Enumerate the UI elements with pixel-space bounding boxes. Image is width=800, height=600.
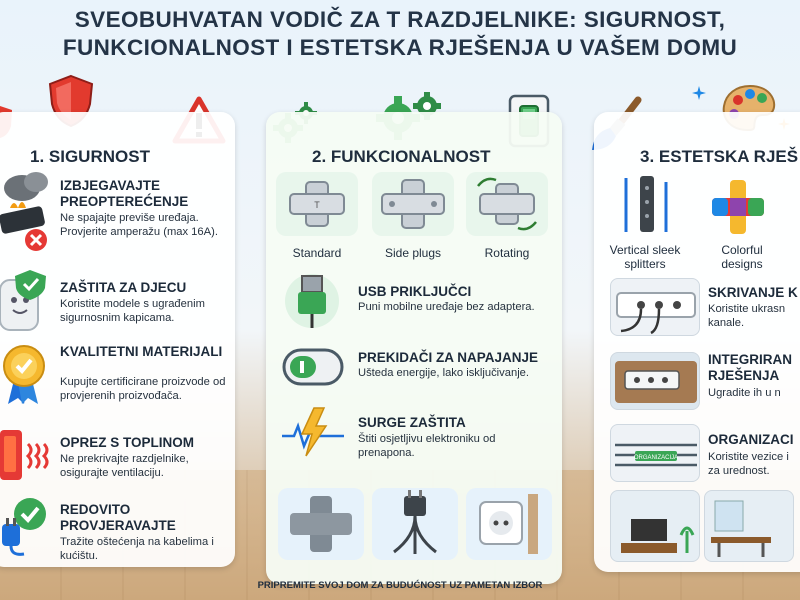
organization-tag: ORGANIZACIJA [633,455,679,461]
room-image-1 [610,490,700,562]
hiding-title: SKRIVANJE K [708,285,798,300]
label-standard: Standard [292,246,342,260]
plug-check-icon [0,494,52,558]
power-switch-icon [282,344,344,390]
overload-text: Ne spajajte previše uređaja. Provjerite amperažu (max 16A). [60,212,218,238]
safety-title: 1. SIGURNOST [30,147,150,166]
integrated-title: INTEGRIRAN RJEŠENJA [708,352,792,383]
colorful-design-icon [708,176,768,238]
rotating-tile [466,172,548,236]
organization-title: ORGANIZACI [708,432,794,447]
functionality-title: 2. FUNKCIONALNOST [312,147,491,166]
rotating-icon [466,172,548,236]
hiding-cables-image [610,278,700,336]
surge-text: Štiti osjetljivu elektroniku od prenapona. [358,433,496,459]
wall-outlet-tile [466,488,552,560]
switch-text: Ušteda energije, lako isključivanje. [358,367,530,379]
splitter-cross-tile [278,488,364,560]
heat-text: Ne prekrivajte razdjelnike, osigurajte ventilaciju. [60,453,189,479]
room-image-2 [704,490,794,562]
aesthetics-title: 3. ESTETSKA RJEŠ [640,147,799,166]
footer-text: PRIPREMITE SVOJ DOM ZA BUDUĆNOST UZ PAMETAN IZBOR [257,580,543,591]
usb-icon [284,270,340,332]
plug-cables-tile [372,488,458,560]
splitter-cross-icon [278,488,364,560]
workspace-icon [705,491,795,563]
surge-title: SURGE ZAŠTITA [358,415,466,430]
integrated-image [610,352,700,410]
overload-icon [0,168,56,254]
organization-icon [611,425,701,483]
side-plugs-icon [372,172,454,236]
materials-title: KVALITETNI MATERIJALI [60,344,223,359]
hiding-cables-icon [611,279,701,337]
wall-outlet-icon [466,488,552,560]
side-plugs-tile [372,172,454,236]
quality-badge-icon [0,340,50,406]
label-side-plugs: Side plugs [384,246,442,260]
usb-title: USB PRIKLJUČCI [358,284,472,299]
overload-title: IZBJEGAVAJTE PREOPTEREĆENJE [60,178,189,209]
heat-title: OPREZ S TOPLINOM [60,435,195,450]
living-room-icon [611,491,701,563]
integrated-text: Ugradite ih u n [708,387,781,399]
label-vertical-sleek: Vertical sleek splitters [609,243,681,271]
heat-icon [0,420,52,484]
organization-image [610,424,700,482]
check-text: Tražite oštećenja na kabelima i kućištu. [60,536,214,562]
label-rotating: Rotating [484,246,530,260]
child-safety-title: ZAŠTITA ZA DJECU [60,280,187,295]
vertical-splitter-icon [618,172,674,238]
plug-cables-icon [372,488,458,560]
usb-text: Puni mobilne uređaje bez adaptera. [358,301,535,313]
standard-splitter-tile [276,172,358,236]
organization-text: Koristite vezice i za urednost. [708,451,789,477]
svg-text:T: T [314,200,320,210]
sparkle-icon [692,86,706,100]
hiding-text: Koristite ukrasn kanale. [708,303,786,329]
integrated-icon [611,353,701,411]
surge-icon [280,404,346,460]
check-title: REDOVITO PROVJERAVAJTE [60,502,176,533]
child-safety-text: Koristite modele s ugrađenim sigurnosnim kapicama. [60,298,205,324]
materials-text: Kupujte certificirane proizvode od provjerenih proizvođača. [60,376,226,402]
child-safety-icon [0,268,50,334]
standard-splitter-icon [276,172,358,236]
page-title: SVEOBUHVATAN VODIČ ZA T RAZDJELNIKE: SIGURNOST, FUNKCIONALNOST I ESTETSKA RJEŠENJA U VAŠEM DOMU [62,7,738,60]
label-colorful: Colorful designs [721,243,763,271]
switch-title: PREKIDAČI ZA NAPAJANJE [358,350,539,365]
